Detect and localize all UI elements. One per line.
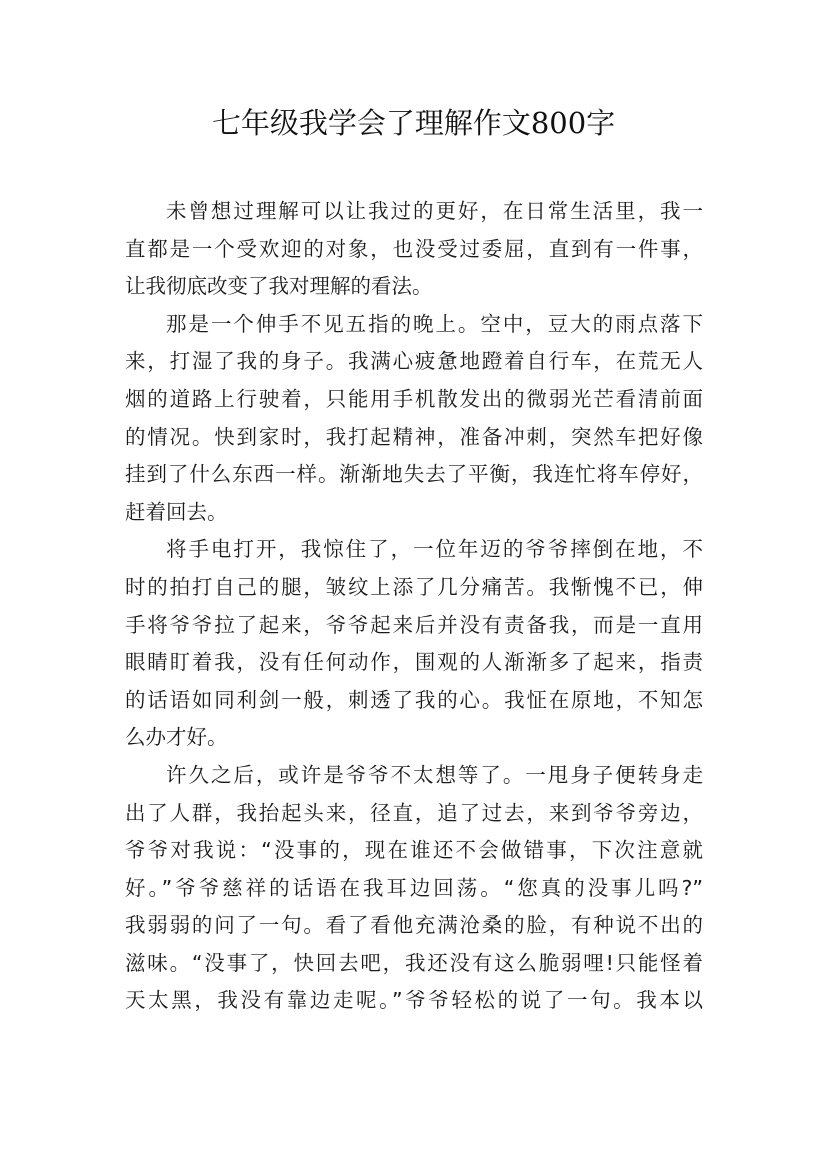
text-line: 好。”爷爷慈祥的话语在我耳边回荡。“您真的没事儿吗?” bbox=[125, 875, 703, 900]
essay-body bbox=[125, 193, 703, 1020]
text-line: 天太黑，我没有靠边走呢。”爷爷轻松的说了一句。我本以 bbox=[125, 988, 703, 1013]
text-line: 赶着回去。 bbox=[125, 499, 228, 524]
text-line: 直都是一个受欢迎的对象，也没受过委屈，直到有一件事， bbox=[125, 236, 703, 261]
text-line: 眼睛盯着我，没有任何动作，围观的人渐渐多了起来，指责 bbox=[125, 650, 703, 675]
text-line: 未曾想过理解可以让我过的更好，在日常生活里，我一 bbox=[166, 199, 703, 223]
text-line: 的情况。快到家时，我打起精神，准备冲刺，突然车把好像 bbox=[125, 424, 703, 449]
document-title: 七年级我学会了理解作文800字 bbox=[211, 106, 616, 140]
text-line: 我弱弱的问了一句。看了看他充满沧桑的脸，有种说不出的 bbox=[125, 913, 703, 938]
text-line: 手将爷爷拉了起来，爷爷起来后并没有责备我，而是一直用 bbox=[125, 612, 703, 637]
text-line: 许久之后，或许是爷爷不太想等了。一甩身子便转身走 bbox=[166, 762, 703, 787]
text-line: 时的拍打自己的腿，皱纹上添了几分痛苦。我惭愧不已，伸 bbox=[125, 574, 703, 599]
text-line: 烟的道路上行驶着，只能用手机散发出的微弱光芒看清前面 bbox=[125, 386, 703, 411]
text-line: 挂到了什么东西一样。渐渐地失去了平衡，我连忙将车停好， bbox=[125, 462, 703, 487]
text-line: 将手电打开，我惊住了，一位年迈的爷爷摔倒在地，不 bbox=[166, 537, 703, 562]
text-line: 那是一个伸手不见五指的晚上。空中，豆大的雨点落下 bbox=[166, 311, 703, 336]
text-line: 出了人群，我抬起头来，径直，追了过去，来到爷爷旁边， bbox=[125, 800, 703, 825]
text-line: 来，打湿了我的身子。我满心疲惫地蹬着自行车，在荒无人 bbox=[125, 349, 703, 374]
text-line: 么办才好。 bbox=[125, 725, 228, 750]
text-line: 滋味。“没事了，快回去吧，我还没有这么脆弱哩!只能怪着 bbox=[125, 950, 703, 975]
text-line: 的话语如同利剑一般，刺透了我的心。我怔在原地，不知怎 bbox=[125, 687, 703, 712]
text-line: 让我彻底改变了我对理解的看法。 bbox=[125, 274, 433, 299]
text-line: 爷爷对我说：“没事的，现在谁还不会做错事，下次注意就 bbox=[125, 838, 703, 863]
